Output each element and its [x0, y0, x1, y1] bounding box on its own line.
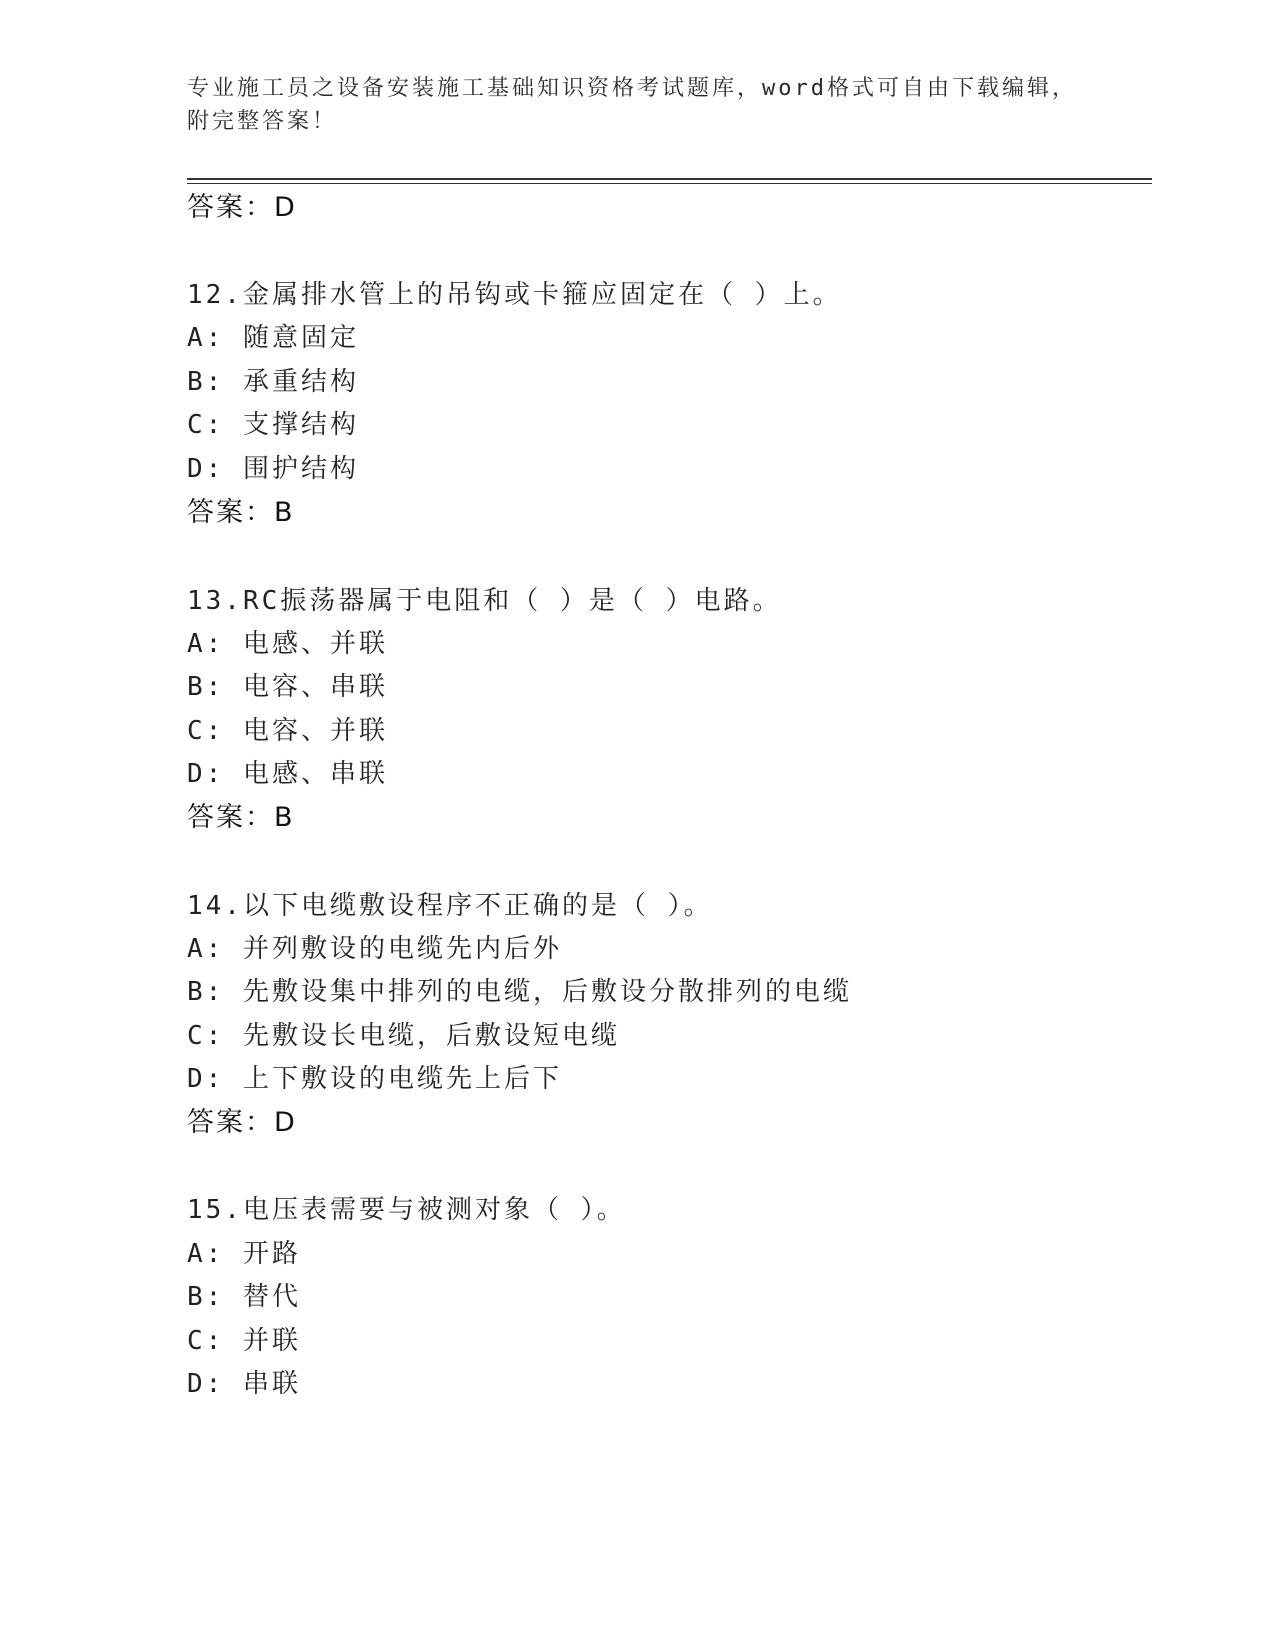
- option-a: A: 随意固定: [187, 323, 359, 353]
- header-line-1: 专业施工员之设备安装施工基础知识资格考试题库，word格式可自由下载编辑，: [187, 76, 1077, 101]
- header-line-2: 附完整答案！: [187, 109, 338, 134]
- answer-line: 答案：D: [187, 1107, 297, 1138]
- option-a: A: 并列敷设的电缆先内后外: [187, 934, 562, 964]
- question-stem: 14.以下电缆敷设程序不正确的是（ ）。: [187, 891, 713, 921]
- option-b: B: 替代: [187, 1282, 301, 1312]
- question-stem: 15.电压表需要与被测对象（ ）。: [187, 1195, 626, 1225]
- answer-line: 答案：D: [187, 192, 297, 223]
- option-a: A: 电感、并联: [187, 629, 388, 659]
- option-d: D: 上下敷设的电缆先上后下: [187, 1064, 562, 1094]
- answer-line: 答案：B: [187, 802, 295, 833]
- option-c: C: 先敷设长电缆，后敷设短电缆: [187, 1021, 620, 1051]
- option-d: D: 围护结构: [187, 454, 359, 484]
- header-divider-thick: [187, 178, 1152, 180]
- option-b: B: 电容、串联: [187, 672, 388, 702]
- option-a: A: 开路: [187, 1239, 301, 1269]
- question-stem: 12.金属排水管上的吊钩或卡箍应固定在（ ）上。: [187, 280, 842, 310]
- option-c: C: 电容、并联: [187, 716, 388, 746]
- option-c: C: 支撑结构: [187, 410, 359, 440]
- answer-line: 答案：B: [187, 497, 295, 528]
- header-divider-thin: [187, 183, 1152, 184]
- option-d: D: 电感、串联: [187, 759, 388, 789]
- document-header: [187, 72, 1087, 138]
- question-stem: 13.RC振荡器属于电阻和（ ）是（ ）电路。: [187, 586, 782, 616]
- option-b: B: 承重结构: [187, 367, 359, 397]
- option-d: D: 串联: [187, 1369, 301, 1399]
- option-c: C: 并联: [187, 1326, 301, 1356]
- option-b: B: 先敷设集中排列的电缆，后敷设分散排列的电缆: [187, 977, 852, 1007]
